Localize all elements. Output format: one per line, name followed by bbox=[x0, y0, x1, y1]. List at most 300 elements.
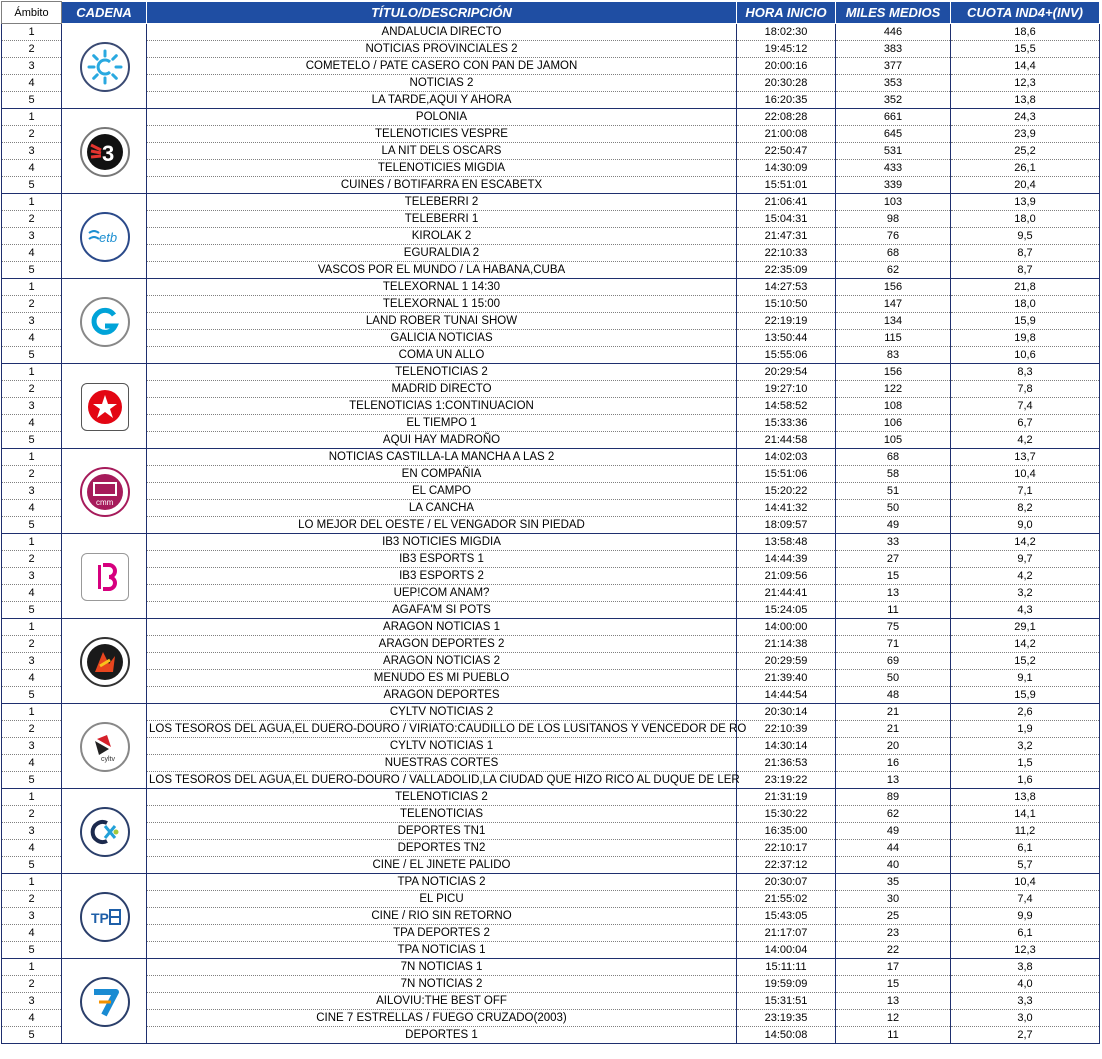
rank-cell[interactable]: 5 bbox=[2, 517, 62, 534]
rank-cell[interactable]: 3 bbox=[2, 993, 62, 1010]
avg-thousands-cell[interactable]: 35 bbox=[836, 874, 951, 891]
share-cell[interactable]: 6,7 bbox=[951, 415, 1100, 432]
rank-cell[interactable]: 2 bbox=[2, 976, 62, 993]
channel-logo-cell[interactable] bbox=[62, 364, 147, 449]
rank-cell[interactable]: 5 bbox=[2, 772, 62, 789]
avg-thousands-cell[interactable]: 531 bbox=[836, 143, 951, 160]
share-cell[interactable]: 9,0 bbox=[951, 517, 1100, 534]
share-cell[interactable]: 13,8 bbox=[951, 789, 1100, 806]
start-time-cell[interactable]: 22:19:19 bbox=[737, 313, 836, 330]
share-cell[interactable]: 1,6 bbox=[951, 772, 1100, 789]
start-time-cell[interactable]: 19:27:10 bbox=[737, 381, 836, 398]
start-time-cell[interactable]: 22:10:39 bbox=[737, 721, 836, 738]
avg-thousands-cell[interactable]: 17 bbox=[836, 959, 951, 976]
rank-cell[interactable]: 3 bbox=[2, 228, 62, 245]
title-cell[interactable] bbox=[147, 279, 737, 296]
start-time-cell[interactable]: 21:44:41 bbox=[737, 585, 836, 602]
title-cell[interactable] bbox=[147, 942, 737, 959]
header-hora[interactable]: HORA INICIO bbox=[737, 2, 836, 24]
avg-thousands-cell[interactable]: 16 bbox=[836, 755, 951, 772]
avg-thousands-cell[interactable]: 50 bbox=[836, 670, 951, 687]
start-time-cell[interactable]: 21:36:53 bbox=[737, 755, 836, 772]
avg-thousands-cell[interactable]: 58 bbox=[836, 466, 951, 483]
rank-cell[interactable]: 2 bbox=[2, 891, 62, 908]
rank-cell[interactable]: 5 bbox=[2, 92, 62, 109]
avg-thousands-cell[interactable]: 433 bbox=[836, 160, 951, 177]
start-time-cell[interactable]: 15:51:06 bbox=[737, 466, 836, 483]
avg-thousands-cell[interactable]: 25 bbox=[836, 908, 951, 925]
rank-cell[interactable]: 2 bbox=[2, 296, 62, 313]
share-cell[interactable]: 15,9 bbox=[951, 313, 1100, 330]
avg-thousands-cell[interactable]: 23 bbox=[836, 925, 951, 942]
avg-thousands-cell[interactable]: 49 bbox=[836, 517, 951, 534]
avg-thousands-cell[interactable]: 11 bbox=[836, 602, 951, 619]
avg-thousands-cell[interactable]: 15 bbox=[836, 976, 951, 993]
share-cell[interactable]: 3,3 bbox=[951, 993, 1100, 1010]
channel-logo-cell[interactable] bbox=[62, 959, 147, 1044]
share-cell[interactable]: 12,3 bbox=[951, 75, 1100, 92]
avg-thousands-cell[interactable]: 89 bbox=[836, 789, 951, 806]
share-cell[interactable]: 7,4 bbox=[951, 398, 1100, 415]
channel-logo-cell[interactable] bbox=[62, 194, 147, 279]
title-cell[interactable] bbox=[147, 517, 737, 534]
rank-cell[interactable]: 5 bbox=[2, 602, 62, 619]
start-time-cell[interactable]: 14:44:54 bbox=[737, 687, 836, 704]
avg-thousands-cell[interactable]: 156 bbox=[836, 364, 951, 381]
start-time-cell[interactable]: 23:19:22 bbox=[737, 772, 836, 789]
share-cell[interactable]: 9,1 bbox=[951, 670, 1100, 687]
rank-cell[interactable]: 4 bbox=[2, 330, 62, 347]
start-time-cell[interactable]: 15:30:22 bbox=[737, 806, 836, 823]
share-cell[interactable]: 4,2 bbox=[951, 568, 1100, 585]
rank-cell[interactable]: 3 bbox=[2, 823, 62, 840]
share-cell[interactable]: 18,6 bbox=[951, 24, 1100, 41]
start-time-cell[interactable]: 15:33:36 bbox=[737, 415, 836, 432]
rank-cell[interactable]: 3 bbox=[2, 653, 62, 670]
title-cell[interactable] bbox=[147, 177, 737, 194]
avg-thousands-cell[interactable]: 147 bbox=[836, 296, 951, 313]
rank-cell[interactable]: 3 bbox=[2, 568, 62, 585]
rank-cell[interactable]: 2 bbox=[2, 466, 62, 483]
title-cell[interactable] bbox=[147, 1027, 737, 1044]
title-cell[interactable] bbox=[147, 58, 737, 75]
rank-cell[interactable]: 1 bbox=[2, 704, 62, 721]
share-cell[interactable]: 3,2 bbox=[951, 585, 1100, 602]
start-time-cell[interactable]: 21:39:40 bbox=[737, 670, 836, 687]
start-time-cell[interactable]: 21:14:38 bbox=[737, 636, 836, 653]
title-cell[interactable] bbox=[147, 24, 737, 41]
rank-cell[interactable]: 5 bbox=[2, 857, 62, 874]
share-cell[interactable]: 6,1 bbox=[951, 925, 1100, 942]
title-cell[interactable] bbox=[147, 364, 737, 381]
avg-thousands-cell[interactable]: 75 bbox=[836, 619, 951, 636]
avg-thousands-cell[interactable]: 13 bbox=[836, 993, 951, 1010]
title-cell[interactable] bbox=[147, 313, 737, 330]
start-time-cell[interactable]: 20:30:28 bbox=[737, 75, 836, 92]
channel-logo-cell[interactable] bbox=[62, 279, 147, 364]
rank-cell[interactable]: 4 bbox=[2, 500, 62, 517]
title-cell[interactable] bbox=[147, 891, 737, 908]
rank-cell[interactable]: 3 bbox=[2, 398, 62, 415]
avg-thousands-cell[interactable]: 76 bbox=[836, 228, 951, 245]
avg-thousands-cell[interactable]: 20 bbox=[836, 738, 951, 755]
header-titulo[interactable]: TÍTULO/DESCRIPCIÓN bbox=[147, 2, 737, 24]
share-cell[interactable]: 8,7 bbox=[951, 245, 1100, 262]
start-time-cell[interactable]: 14:00:00 bbox=[737, 619, 836, 636]
share-cell[interactable]: 2,6 bbox=[951, 704, 1100, 721]
share-cell[interactable]: 18,0 bbox=[951, 296, 1100, 313]
title-cell[interactable] bbox=[147, 143, 737, 160]
share-cell[interactable]: 9,5 bbox=[951, 228, 1100, 245]
rank-cell[interactable]: 5 bbox=[2, 347, 62, 364]
rank-cell[interactable]: 4 bbox=[2, 925, 62, 942]
rank-cell[interactable]: 2 bbox=[2, 721, 62, 738]
avg-thousands-cell[interactable]: 383 bbox=[836, 41, 951, 58]
title-cell[interactable] bbox=[147, 41, 737, 58]
rank-cell[interactable]: 5 bbox=[2, 687, 62, 704]
avg-thousands-cell[interactable]: 103 bbox=[836, 194, 951, 211]
title-cell[interactable] bbox=[147, 211, 737, 228]
start-time-cell[interactable]: 13:50:44 bbox=[737, 330, 836, 347]
rank-cell[interactable]: 1 bbox=[2, 109, 62, 126]
share-cell[interactable]: 8,2 bbox=[951, 500, 1100, 517]
start-time-cell[interactable]: 22:37:12 bbox=[737, 857, 836, 874]
title-cell[interactable] bbox=[147, 398, 737, 415]
share-cell[interactable]: 29,1 bbox=[951, 619, 1100, 636]
start-time-cell[interactable]: 14:00:04 bbox=[737, 942, 836, 959]
title-cell[interactable] bbox=[147, 993, 737, 1010]
rank-cell[interactable]: 4 bbox=[2, 670, 62, 687]
start-time-cell[interactable]: 15:11:11 bbox=[737, 959, 836, 976]
share-cell[interactable]: 11,2 bbox=[951, 823, 1100, 840]
start-time-cell[interactable]: 16:35:00 bbox=[737, 823, 836, 840]
avg-thousands-cell[interactable]: 156 bbox=[836, 279, 951, 296]
rank-cell[interactable]: 1 bbox=[2, 619, 62, 636]
header-ambito[interactable]: Ámbito bbox=[2, 2, 62, 24]
avg-thousands-cell[interactable]: 12 bbox=[836, 1010, 951, 1027]
rank-cell[interactable]: 4 bbox=[2, 755, 62, 772]
rank-cell[interactable]: 1 bbox=[2, 364, 62, 381]
title-cell[interactable] bbox=[147, 721, 747, 738]
share-cell[interactable]: 13,8 bbox=[951, 92, 1100, 109]
header-miles[interactable]: MILES MEDIOS bbox=[836, 2, 951, 24]
avg-thousands-cell[interactable]: 645 bbox=[836, 126, 951, 143]
rank-cell[interactable]: 4 bbox=[2, 160, 62, 177]
avg-thousands-cell[interactable]: 44 bbox=[836, 840, 951, 857]
title-cell[interactable] bbox=[147, 262, 737, 279]
avg-thousands-cell[interactable]: 62 bbox=[836, 806, 951, 823]
avg-thousands-cell[interactable]: 13 bbox=[836, 772, 951, 789]
avg-thousands-cell[interactable]: 105 bbox=[836, 432, 951, 449]
title-cell[interactable] bbox=[147, 959, 737, 976]
rank-cell[interactable]: 1 bbox=[2, 789, 62, 806]
start-time-cell[interactable]: 19:45:12 bbox=[737, 41, 836, 58]
avg-thousands-cell[interactable]: 27 bbox=[836, 551, 951, 568]
channel-logo-cell[interactable] bbox=[62, 109, 147, 194]
title-cell[interactable] bbox=[147, 194, 737, 211]
title-cell[interactable] bbox=[147, 602, 737, 619]
avg-thousands-cell[interactable]: 115 bbox=[836, 330, 951, 347]
title-cell[interactable] bbox=[147, 347, 737, 364]
rank-cell[interactable]: 2 bbox=[2, 806, 62, 823]
title-cell[interactable] bbox=[147, 449, 737, 466]
start-time-cell[interactable]: 20:29:59 bbox=[737, 653, 836, 670]
start-time-cell[interactable]: 21:09:56 bbox=[737, 568, 836, 585]
title-cell[interactable] bbox=[147, 738, 737, 755]
share-cell[interactable]: 10,4 bbox=[951, 466, 1100, 483]
share-cell[interactable]: 18,0 bbox=[951, 211, 1100, 228]
share-cell[interactable]: 14,2 bbox=[951, 534, 1100, 551]
avg-thousands-cell[interactable]: 377 bbox=[836, 58, 951, 75]
share-cell[interactable]: 15,9 bbox=[951, 687, 1100, 704]
channel-logo-cell[interactable] bbox=[62, 449, 147, 534]
avg-thousands-cell[interactable]: 353 bbox=[836, 75, 951, 92]
title-cell[interactable] bbox=[147, 976, 737, 993]
share-cell[interactable]: 7,4 bbox=[951, 891, 1100, 908]
avg-thousands-cell[interactable]: 15 bbox=[836, 568, 951, 585]
start-time-cell[interactable]: 18:02:30 bbox=[737, 24, 836, 41]
rank-cell[interactable]: 3 bbox=[2, 143, 62, 160]
avg-thousands-cell[interactable]: 106 bbox=[836, 415, 951, 432]
avg-thousands-cell[interactable]: 68 bbox=[836, 449, 951, 466]
share-cell[interactable]: 14,1 bbox=[951, 806, 1100, 823]
rank-cell[interactable]: 3 bbox=[2, 313, 62, 330]
channel-logo-cell[interactable] bbox=[62, 789, 147, 874]
channel-logo-cell[interactable] bbox=[62, 874, 147, 959]
rank-cell[interactable]: 5 bbox=[2, 942, 62, 959]
share-cell[interactable]: 15,2 bbox=[951, 653, 1100, 670]
start-time-cell[interactable]: 14:30:14 bbox=[737, 738, 836, 755]
title-cell[interactable] bbox=[147, 619, 737, 636]
share-cell[interactable]: 10,6 bbox=[951, 347, 1100, 364]
start-time-cell[interactable]: 21:47:31 bbox=[737, 228, 836, 245]
start-time-cell[interactable]: 21:31:19 bbox=[737, 789, 836, 806]
title-cell[interactable] bbox=[147, 806, 737, 823]
title-cell[interactable] bbox=[147, 1010, 737, 1027]
avg-thousands-cell[interactable]: 48 bbox=[836, 687, 951, 704]
share-cell[interactable]: 6,1 bbox=[951, 840, 1100, 857]
rank-cell[interactable]: 3 bbox=[2, 738, 62, 755]
start-time-cell[interactable]: 22:50:47 bbox=[737, 143, 836, 160]
title-cell[interactable] bbox=[147, 840, 737, 857]
share-cell[interactable]: 8,7 bbox=[951, 262, 1100, 279]
avg-thousands-cell[interactable]: 51 bbox=[836, 483, 951, 500]
title-cell[interactable] bbox=[147, 772, 740, 789]
rank-cell[interactable]: 2 bbox=[2, 126, 62, 143]
start-time-cell[interactable]: 20:30:14 bbox=[737, 704, 836, 721]
title-cell[interactable] bbox=[147, 687, 737, 704]
start-time-cell[interactable]: 14:50:08 bbox=[737, 1027, 836, 1044]
avg-thousands-cell[interactable]: 21 bbox=[836, 704, 951, 721]
start-time-cell[interactable]: 23:19:35 bbox=[737, 1010, 836, 1027]
title-cell[interactable] bbox=[147, 670, 737, 687]
title-cell[interactable] bbox=[147, 92, 737, 109]
title-cell[interactable] bbox=[147, 704, 737, 721]
rank-cell[interactable]: 1 bbox=[2, 449, 62, 466]
start-time-cell[interactable]: 15:43:05 bbox=[737, 908, 836, 925]
avg-thousands-cell[interactable]: 33 bbox=[836, 534, 951, 551]
share-cell[interactable]: 19,8 bbox=[951, 330, 1100, 347]
title-cell[interactable] bbox=[147, 245, 737, 262]
start-time-cell[interactable]: 22:35:09 bbox=[737, 262, 836, 279]
rank-cell[interactable]: 1 bbox=[2, 194, 62, 211]
title-cell[interactable] bbox=[147, 415, 737, 432]
share-cell[interactable]: 13,7 bbox=[951, 449, 1100, 466]
share-cell[interactable]: 9,9 bbox=[951, 908, 1100, 925]
title-cell[interactable] bbox=[147, 75, 737, 92]
title-cell[interactable] bbox=[147, 789, 737, 806]
title-cell[interactable] bbox=[147, 551, 737, 568]
title-cell[interactable] bbox=[147, 908, 737, 925]
start-time-cell[interactable]: 15:55:06 bbox=[737, 347, 836, 364]
rank-cell[interactable]: 1 bbox=[2, 874, 62, 891]
rank-cell[interactable]: 5 bbox=[2, 262, 62, 279]
start-time-cell[interactable]: 15:04:31 bbox=[737, 211, 836, 228]
rank-cell[interactable]: 1 bbox=[2, 24, 62, 41]
title-cell[interactable] bbox=[147, 585, 737, 602]
start-time-cell[interactable]: 14:02:03 bbox=[737, 449, 836, 466]
title-cell[interactable] bbox=[147, 330, 737, 347]
share-cell[interactable]: 7,1 bbox=[951, 483, 1100, 500]
share-cell[interactable]: 23,9 bbox=[951, 126, 1100, 143]
channel-logo-cell[interactable] bbox=[62, 24, 147, 109]
start-time-cell[interactable]: 22:08:28 bbox=[737, 109, 836, 126]
share-cell[interactable]: 4,0 bbox=[951, 976, 1100, 993]
avg-thousands-cell[interactable]: 661 bbox=[836, 109, 951, 126]
title-cell[interactable] bbox=[147, 432, 737, 449]
avg-thousands-cell[interactable]: 446 bbox=[836, 24, 951, 41]
start-time-cell[interactable]: 22:10:33 bbox=[737, 245, 836, 262]
title-cell[interactable] bbox=[147, 755, 737, 772]
start-time-cell[interactable]: 20:29:54 bbox=[737, 364, 836, 381]
start-time-cell[interactable]: 14:58:52 bbox=[737, 398, 836, 415]
header-cuota[interactable]: CUOTA IND4+(INV) bbox=[951, 2, 1100, 24]
channel-logo-cell[interactable] bbox=[62, 534, 147, 619]
avg-thousands-cell[interactable]: 68 bbox=[836, 245, 951, 262]
start-time-cell[interactable]: 15:10:50 bbox=[737, 296, 836, 313]
share-cell[interactable]: 1,5 bbox=[951, 755, 1100, 772]
start-time-cell[interactable]: 14:27:53 bbox=[737, 279, 836, 296]
share-cell[interactable]: 14,2 bbox=[951, 636, 1100, 653]
rank-cell[interactable]: 1 bbox=[2, 959, 62, 976]
avg-thousands-cell[interactable]: 40 bbox=[836, 857, 951, 874]
share-cell[interactable]: 14,4 bbox=[951, 58, 1100, 75]
avg-thousands-cell[interactable]: 98 bbox=[836, 211, 951, 228]
avg-thousands-cell[interactable]: 339 bbox=[836, 177, 951, 194]
rank-cell[interactable]: 5 bbox=[2, 177, 62, 194]
share-cell[interactable]: 7,8 bbox=[951, 381, 1100, 398]
rank-cell[interactable]: 4 bbox=[2, 245, 62, 262]
start-time-cell[interactable]: 21:00:08 bbox=[737, 126, 836, 143]
share-cell[interactable]: 21,8 bbox=[951, 279, 1100, 296]
avg-thousands-cell[interactable]: 30 bbox=[836, 891, 951, 908]
share-cell[interactable]: 12,3 bbox=[951, 942, 1100, 959]
share-cell[interactable]: 24,3 bbox=[951, 109, 1100, 126]
title-cell[interactable] bbox=[147, 296, 737, 313]
start-time-cell[interactable]: 22:10:17 bbox=[737, 840, 836, 857]
share-cell[interactable]: 1,9 bbox=[951, 721, 1100, 738]
rank-cell[interactable]: 2 bbox=[2, 381, 62, 398]
share-cell[interactable]: 8,3 bbox=[951, 364, 1100, 381]
start-time-cell[interactable]: 14:30:09 bbox=[737, 160, 836, 177]
header-cadena[interactable]: CADENA bbox=[62, 2, 147, 24]
share-cell[interactable]: 5,7 bbox=[951, 857, 1100, 874]
start-time-cell[interactable]: 16:20:35 bbox=[737, 92, 836, 109]
rank-cell[interactable]: 1 bbox=[2, 534, 62, 551]
avg-thousands-cell[interactable]: 69 bbox=[836, 653, 951, 670]
start-time-cell[interactable]: 20:00:16 bbox=[737, 58, 836, 75]
share-cell[interactable]: 4,3 bbox=[951, 602, 1100, 619]
rank-cell[interactable]: 2 bbox=[2, 551, 62, 568]
rank-cell[interactable]: 4 bbox=[2, 1010, 62, 1027]
share-cell[interactable]: 25,2 bbox=[951, 143, 1100, 160]
rank-cell[interactable]: 3 bbox=[2, 908, 62, 925]
avg-thousands-cell[interactable]: 62 bbox=[836, 262, 951, 279]
title-cell[interactable] bbox=[147, 500, 737, 517]
rank-cell[interactable]: 4 bbox=[2, 415, 62, 432]
title-cell[interactable] bbox=[147, 925, 737, 942]
title-cell[interactable] bbox=[147, 160, 737, 177]
share-cell[interactable]: 10,4 bbox=[951, 874, 1100, 891]
title-cell[interactable] bbox=[147, 466, 737, 483]
title-cell[interactable] bbox=[147, 857, 737, 874]
rank-cell[interactable]: 4 bbox=[2, 75, 62, 92]
avg-thousands-cell[interactable]: 83 bbox=[836, 347, 951, 364]
avg-thousands-cell[interactable]: 71 bbox=[836, 636, 951, 653]
share-cell[interactable]: 3,0 bbox=[951, 1010, 1100, 1027]
avg-thousands-cell[interactable]: 122 bbox=[836, 381, 951, 398]
rank-cell[interactable]: 2 bbox=[2, 636, 62, 653]
start-time-cell[interactable]: 21:55:02 bbox=[737, 891, 836, 908]
share-cell[interactable]: 13,9 bbox=[951, 194, 1100, 211]
avg-thousands-cell[interactable]: 22 bbox=[836, 942, 951, 959]
share-cell[interactable]: 26,1 bbox=[951, 160, 1100, 177]
title-cell[interactable] bbox=[147, 568, 737, 585]
share-cell[interactable]: 9,7 bbox=[951, 551, 1100, 568]
start-time-cell[interactable]: 13:58:48 bbox=[737, 534, 836, 551]
start-time-cell[interactable]: 20:30:07 bbox=[737, 874, 836, 891]
share-cell[interactable]: 2,7 bbox=[951, 1027, 1100, 1044]
start-time-cell[interactable]: 15:24:05 bbox=[737, 602, 836, 619]
avg-thousands-cell[interactable]: 134 bbox=[836, 313, 951, 330]
title-cell[interactable] bbox=[147, 636, 737, 653]
avg-thousands-cell[interactable]: 352 bbox=[836, 92, 951, 109]
rank-cell[interactable]: 2 bbox=[2, 211, 62, 228]
start-time-cell[interactable]: 15:20:22 bbox=[737, 483, 836, 500]
title-cell[interactable] bbox=[147, 228, 737, 245]
rank-cell[interactable]: 4 bbox=[2, 585, 62, 602]
avg-thousands-cell[interactable]: 13 bbox=[836, 585, 951, 602]
rank-cell[interactable]: 3 bbox=[2, 483, 62, 500]
rank-cell[interactable]: 5 bbox=[2, 432, 62, 449]
channel-logo-cell[interactable] bbox=[62, 619, 147, 704]
title-cell[interactable] bbox=[147, 534, 737, 551]
title-cell[interactable] bbox=[147, 126, 737, 143]
title-cell[interactable] bbox=[147, 483, 737, 500]
share-cell[interactable]: 4,2 bbox=[951, 432, 1100, 449]
title-cell[interactable] bbox=[147, 823, 737, 840]
title-cell[interactable] bbox=[147, 109, 737, 126]
avg-thousands-cell[interactable]: 108 bbox=[836, 398, 951, 415]
start-time-cell[interactable]: 15:51:01 bbox=[737, 177, 836, 194]
avg-thousands-cell[interactable]: 50 bbox=[836, 500, 951, 517]
avg-thousands-cell[interactable]: 11 bbox=[836, 1027, 951, 1044]
rank-cell[interactable]: 5 bbox=[2, 1027, 62, 1044]
channel-logo-cell[interactable] bbox=[62, 704, 147, 789]
start-time-cell[interactable]: 19:59:09 bbox=[737, 976, 836, 993]
rank-cell[interactable]: 4 bbox=[2, 840, 62, 857]
title-cell[interactable] bbox=[147, 381, 737, 398]
